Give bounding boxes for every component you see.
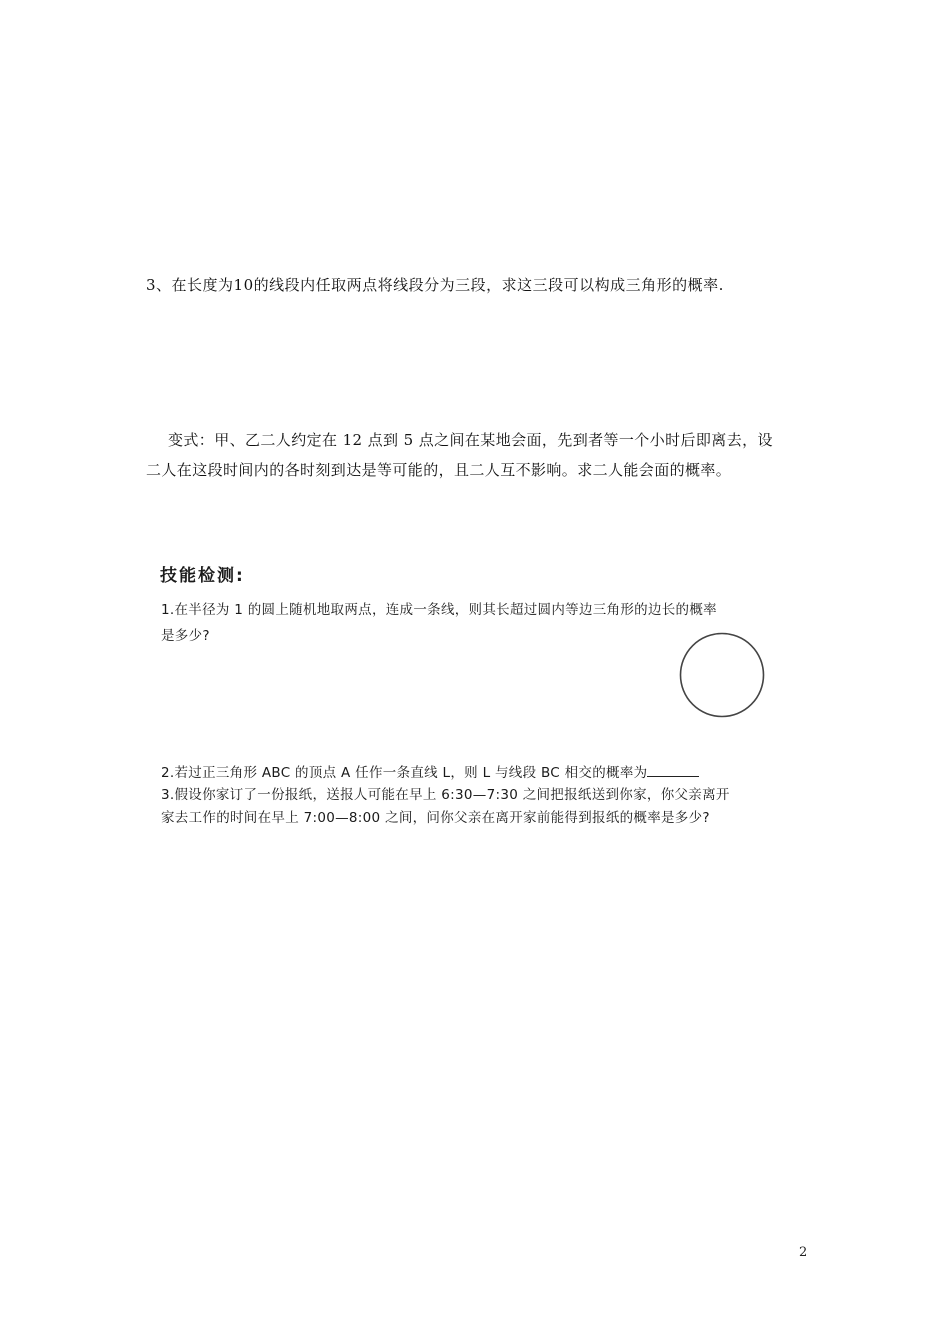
circle-outline [681,634,764,717]
page-number: 2 [799,1245,808,1260]
variant-question [146,425,814,485]
skills-title: 技能检测: [160,566,245,586]
answer-blank [647,764,699,777]
skill-item-2-text: 2.若过正三角形 ABC 的顶点 A 任作一条直线 L，则 L 与线段 BC 相交的概率为 [161,765,648,781]
variant-line-2: 二人在这段时间内的各时刻到达是等可能的，且二人互不影响。求二人能会面的概率。 [146,461,732,479]
skill-item-3-line-2: 家去工作的时间在早上 7:00—8:00 之间，问你父亲在离开家前能得到报纸的概率是多少? [161,810,710,826]
skill-item-1-line-1: 1.在半径为 1 的圆上随机地取两点，连成一条线，则其长超过圆内等边三角形的边长的概率 [161,602,717,618]
circle-figure [679,632,765,718]
skill-item-1-line-2: 是多少? [161,628,210,644]
skill-item-3-line-1: 3.假设你家订了一份报纸，送报人可能在早上 6:30—7:30 之间把报纸送到你家，你父亲离开 [161,787,730,803]
question-3: 3、在长度为10的线段内任取两点将线段分为三段，求这三段可以构成三角形的概率. [146,276,724,294]
skill-item-2 [161,761,699,781]
variant-line-1: 变式：甲、乙二人约定在 12 点到 5 点之间在某地会面，先到者等一个小时后即离去，设 [168,431,773,449]
